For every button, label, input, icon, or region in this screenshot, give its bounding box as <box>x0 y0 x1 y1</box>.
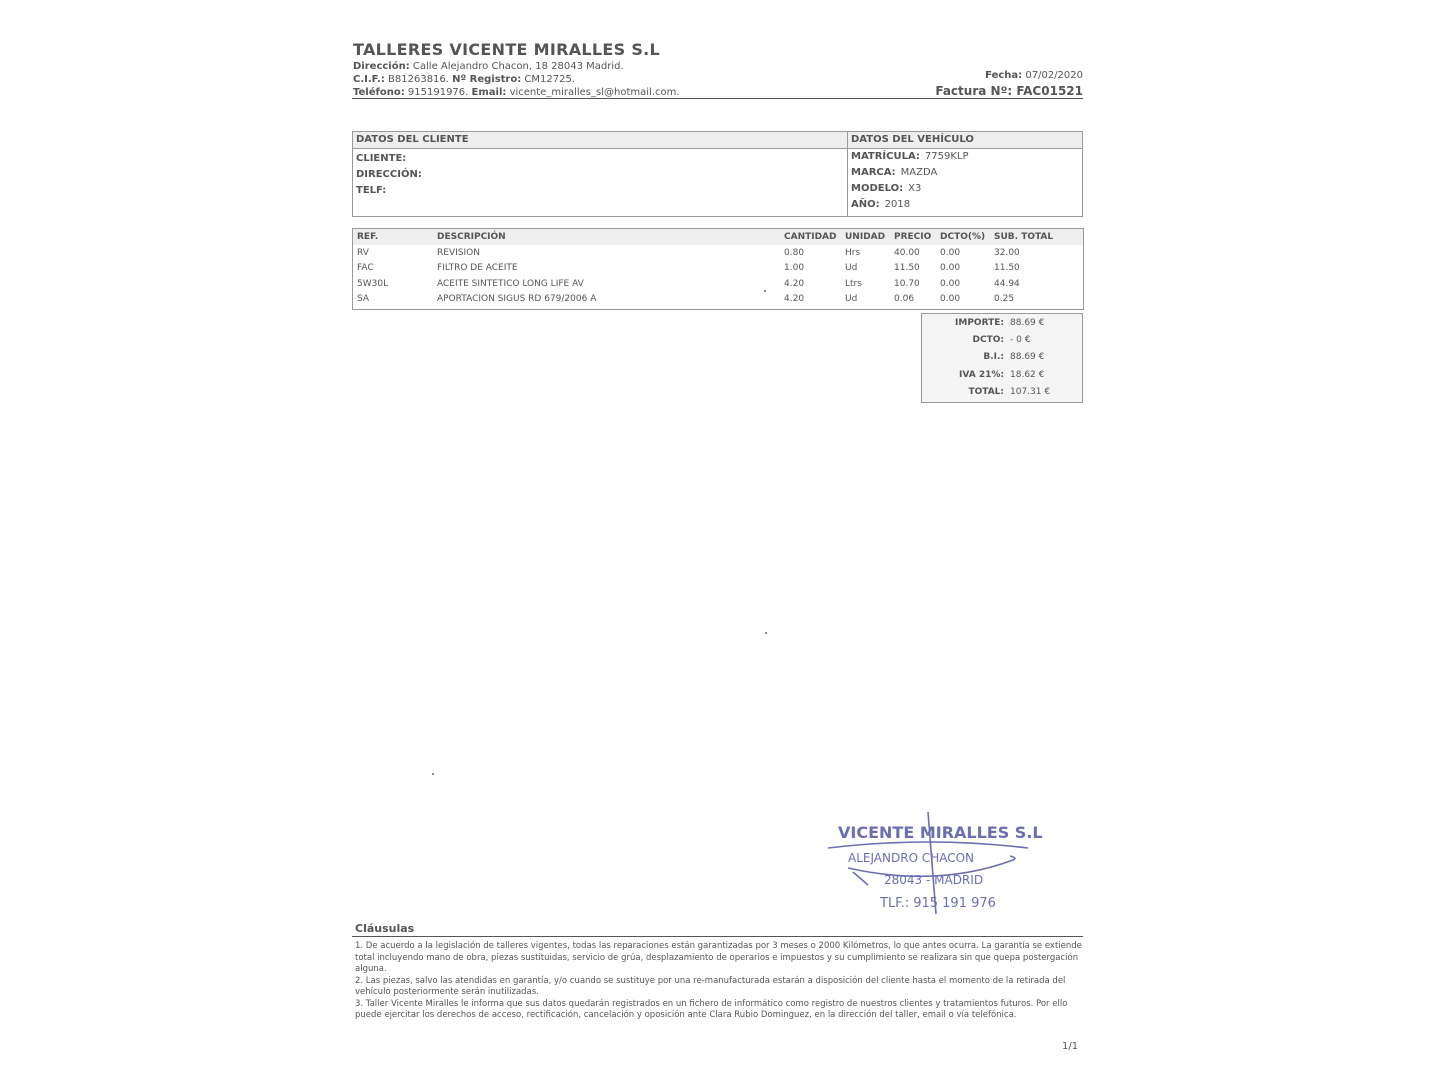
vehicle-plate-row: MATRÍCULA: 7759KLP <box>851 151 969 162</box>
stamp-line-3: 28043 - MADRID <box>884 873 984 887</box>
client-box <box>352 131 848 217</box>
total-iva: IVA 21%: 18.62 € <box>959 370 1045 380</box>
client-address-row: DIRECCIÓN: <box>356 169 422 180</box>
invoice-date: Fecha: 07/02/2020 <box>985 70 1083 81</box>
company-cif: C.I.F.: B81263816. Nº Registro: CM12725. <box>353 74 576 85</box>
header-divider <box>352 98 1083 99</box>
col-ref: REF. <box>357 232 379 242</box>
client-box-title: DATOS DEL CLIENTE <box>353 132 847 149</box>
vehicle-year-row: AÑO: 2018 <box>851 199 911 210</box>
company-stamp <box>818 810 1048 920</box>
col-descripcion: DESCRIPCIÓN <box>437 232 506 242</box>
clausula-1: 1. De acuerdo a la legislación de talleres vigentes, todas las reparaciones están garantizadas por 3 meses o 2000 Kilómetros, lo que antes ocurra. La garantía se extiende total incluyendo mano de obra, piezas sustituidas, servicio de grúa, desplazamiento de operarios e impuestos y su cumplimiento se realizara sin que quepa postergación alguna. <box>355 941 1082 974</box>
stamp-line-4: TLF.: 915 191 976 <box>880 896 996 911</box>
items-table-header <box>353 229 1083 245</box>
col-cantidad: CANTIDAD <box>784 232 837 242</box>
total-importe: IMPORTE: 88.69 € <box>955 318 1045 328</box>
stamp-line-2: ALEJANDRO CHACON <box>848 851 975 865</box>
table-row: RV REVISION 0.80 Hrs 40.00 0.00 32.00 <box>357 248 1020 258</box>
company-name: TALLERES VICENTE MIRALLES S.L <box>353 40 661 59</box>
total-dcto: DCTO: - 0 € <box>972 335 1031 345</box>
table-row: FAC FILTRO DE ACEITE 1.00 Ud 11.50 0.00 11.50 <box>357 263 1020 273</box>
scan-speck <box>764 290 766 292</box>
table-row: 5W30L ACEITE SINTETICO LONG LIFE AV 4.20 Ltrs 10.70 0.00 44.94 <box>357 279 1020 289</box>
client-name-row: CLIENTE: <box>356 153 407 164</box>
clausula-3: 3. Taller Vicente Miralles le informa que sus datos quedarán registrados en un fichero de informático como registro de nuestros clientes y tratamientos futuros. Por ello puede ejercitar los derechos de acceso, rectificación, cancelación y oposición ante Clara Rubio Dominguez, en la dirección del taller, email o vía telefónica. <box>355 998 1068 1020</box>
clausulas-text <box>355 941 1082 1022</box>
totals-box <box>921 313 1083 403</box>
client-phone-row: TELF: <box>356 185 387 196</box>
vehicle-make-row: MARCA: MAZDA <box>851 167 938 178</box>
total-final: TOTAL: 107.31 € <box>968 387 1051 397</box>
page-number: 1/1 <box>1062 1041 1079 1052</box>
col-unidad: UNIDAD <box>845 232 886 242</box>
col-subtotal: SUB. TOTAL <box>994 232 1054 242</box>
clausulas-divider <box>352 936 1083 937</box>
stamp-line-1: VICENTE MIRALLES S.L <box>838 823 1043 842</box>
company-address: Dirección: Calle Alejandro Chacon, 18 28043 Madrid. <box>353 61 624 72</box>
table-row: SA APORTACION SIGUS RD 679/2006 A 4.20 Ud 0.06 0.00 0.25 <box>357 294 1015 304</box>
invoice-number: Factura Nº: FAC01521 <box>935 84 1083 98</box>
col-dcto: DCTO(%) <box>940 232 986 242</box>
scan-speck <box>432 773 434 775</box>
scan-speck <box>765 632 767 634</box>
total-base-imponible: B.I.: 88.69 € <box>983 352 1045 362</box>
vehicle-box <box>847 131 1083 217</box>
vehicle-model-row: MODELO: X3 <box>851 183 922 194</box>
vehicle-box-title: DATOS DEL VEHÍCULO <box>848 132 1082 149</box>
clausula-2: 2. Las piezas, salvo las atendidas en garantía, y/o cuando se sustituye por una re-manufacturada estarán a disposición del cliente hasta el momento de la retirada del vehículo posteriormente serán inutilizadas. <box>355 975 1066 997</box>
clausulas-title: Cláusulas <box>355 922 415 935</box>
items-table <box>352 228 1084 310</box>
col-precio: PRECIO <box>894 232 932 242</box>
company-contact: Teléfono: 915191976. Email: vicente_miralles_sl@hotmail.com. <box>353 87 680 98</box>
